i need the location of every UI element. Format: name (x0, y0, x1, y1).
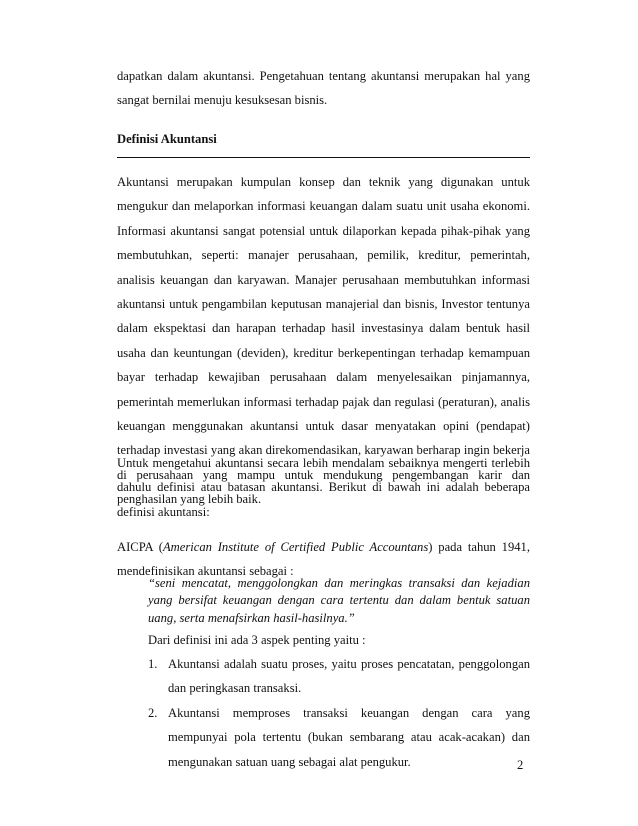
definition-text: Akuntansi merupakan kumpulan konsep dan teknik yang digunakan untuk mengukur dan melaporkan informasi keuangan dalam suatu unit usaha ekonomi. Informasi akuntansi sangat potensial untuk dilaporkan kepada pihak-pihak yang membutuhkan, seperti: manajer perusahaan, pemilik, kreditur, pemerintah, analisis keuangan dan karyawan. Manajer perusahaan membutuhkan informasi akuntansi untuk pengambilan keputusan manajerial dan bisnis, Investor tentunya dalam ekspektasi dan harapan terhadap hasil investasinya dalam bentuk hasil usaha dan keuntungan (deviden), kreditur berkepentingan terhadap kemampuan bayar terhadap kewajiban perusahaan dalam menyelesaikan pinjamannya, pemerintah memerlukan informasi terhadap pajak dan regulasi (peraturan), analis keuangan menggunakan akuntansi untuk dasar menyatakan opini (pendapat) terhadap investasi yang akan direkomendasikan, karyawan berharap ingin bekerja di perusahaan yang mampu untuk mendukung pengembangan karir dan penghasilan yang lebih baik. (117, 175, 530, 507)
list-number: 2. (148, 705, 158, 720)
aspects-list (148, 652, 530, 774)
heading-rule (117, 157, 530, 158)
definition-quote: “seni mencatat, menggolongkan dan meringkas transaksi dan kejadian yang bersifat keuangan dengan cara tertentu dan dalam bentuk satuan uang, serta menafsirkan hasil-hasilnya.” (148, 576, 530, 625)
list-item (148, 701, 530, 774)
followup-paragraph (117, 451, 530, 524)
intro-text: dapatkan dalam akuntansi. Pengetahuan tentang akuntansi merupakan hal yang sangat bernilai menuju kesuksesan bisnis. (117, 69, 530, 108)
aspects-intro: Dari definisi ini ada 3 aspek penting yaitu : (148, 633, 366, 647)
list-text: Akuntansi adalah suatu proses, yaitu proses pencatatan, penggolongan dan peringkasan transaksi. (168, 657, 530, 696)
section-heading: Definisi Akuntansi (117, 132, 217, 146)
list-item (148, 652, 530, 701)
intro-paragraph (117, 64, 530, 113)
aicpa-org-name: American Institute of Certified Public Accountans (162, 540, 429, 554)
list-number: 1. (148, 657, 158, 671)
page-number: 2 (517, 758, 524, 772)
aicpa-tail: ) pada tahun 1941, mendefinisikan akuntansi sebagai : (117, 540, 531, 579)
list-text: Akuntansi memproses transaksi keuangan dengan cara yang mempunyai pola tertentu (bukan sembarang atau acak-acakan) dan mengunakan satuan uang sebagai alat pengukur. (168, 705, 530, 769)
followup-text: Untuk mengetahui akuntansi secara lebih mendalam sebaiknya mengerti terlebih dahulu definisi atau batasan akuntansi. Berikut di bawah ini adalah beberapa definisi akuntansi: (117, 456, 530, 519)
aicpa-lead: AICPA ( (117, 540, 163, 554)
